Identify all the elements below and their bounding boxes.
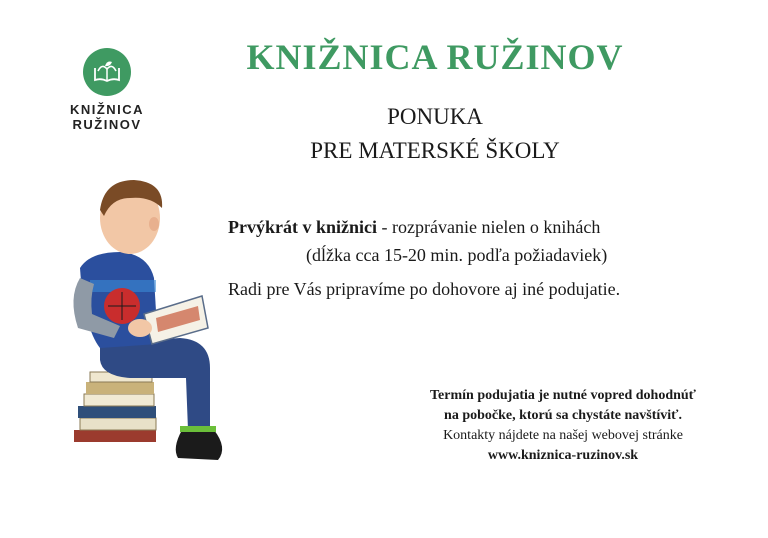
logo-line-2: RUŽINOV	[72, 117, 142, 132]
offer-item-name: Prvýkrát v knižnici	[228, 217, 377, 237]
page-title: KNIŽNICA RUŽINOV	[246, 37, 624, 77]
offer-extra: Radi pre Vás pripravíme po dohovore aj iné podujatie.	[228, 279, 621, 299]
offer-duration: (dĺžka cca 15-20 min. podľa požiadaviek)	[306, 245, 608, 265]
page-subtitle	[240, 100, 630, 168]
child-reading-illustration	[60, 168, 230, 488]
note-line-3: Kontakty nájdete na našej webovej stránke	[443, 428, 683, 443]
subtitle-line-2: PRE MATERSKÉ ŠKOLY	[310, 138, 560, 163]
offer-section	[228, 214, 620, 302]
library-logo	[62, 48, 152, 132]
logo-line-1: KNIŽNICA	[69, 102, 145, 117]
booking-note	[408, 386, 718, 466]
offer-item	[228, 214, 620, 240]
website-link[interactable]: www.kniznica-ruzinov.sk	[487, 448, 639, 463]
subtitle-line-1: PONUKA	[387, 104, 483, 129]
logo-badge	[83, 48, 131, 96]
offer-item-description: - rozprávanie nielen o knihách	[377, 217, 601, 237]
note-line-2: na pobočke, ktorú sa chystáte navštíviť.	[444, 408, 682, 423]
note-line-1: Termín podujatia je nutné vopred dohodnúť	[430, 388, 696, 403]
open-book-leaf-icon	[92, 59, 122, 85]
